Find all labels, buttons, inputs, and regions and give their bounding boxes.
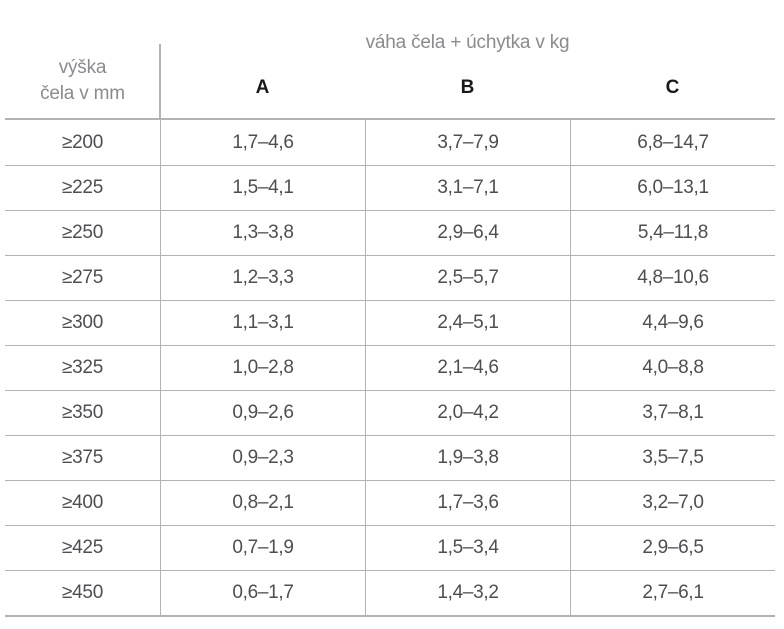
column-header-a: A <box>255 77 270 98</box>
table-row <box>5 165 775 210</box>
value-cell-b: 2,0–4,2 <box>365 391 570 435</box>
value-cell-b: 2,9–6,4 <box>365 211 570 255</box>
table-row <box>5 345 775 390</box>
value-cell-c: 5,4–11,8 <box>570 211 775 255</box>
value-cell-b: 1,9–3,8 <box>365 436 570 480</box>
value-cell-c: 3,2–7,0 <box>570 481 775 525</box>
table-row <box>5 390 775 435</box>
value-cell-c: 6,8–14,7 <box>570 120 775 165</box>
value-cell-b: 3,1–7,1 <box>365 166 570 210</box>
table-header <box>0 0 784 118</box>
row-header-title-line2: čela v mm <box>40 83 125 104</box>
row-header-cell: ≥275 <box>62 267 103 288</box>
header-column-divider <box>159 44 161 118</box>
value-cell-a: 1,0–2,8 <box>160 346 365 390</box>
table-row <box>5 525 775 570</box>
value-cell-b: 3,7–7,9 <box>365 120 570 165</box>
row-header-cell: ≥300 <box>62 312 103 333</box>
value-cell-c: 3,7–8,1 <box>570 391 775 435</box>
table-caption: váha čela + úchytka v kg <box>365 32 570 53</box>
row-header-title <box>5 55 160 107</box>
value-cell-c: 2,9–6,5 <box>570 526 775 570</box>
row-header-cell: ≥425 <box>62 537 103 558</box>
value-cell-b: 2,1–4,6 <box>365 346 570 390</box>
table-row <box>5 435 775 480</box>
table-row <box>5 480 775 525</box>
value-cell-c: 2,7–6,1 <box>570 571 775 615</box>
column-header-c: C <box>665 77 680 98</box>
row-header-cell: ≥400 <box>62 492 103 513</box>
value-cell-c: 4,0–8,8 <box>570 346 775 390</box>
value-cell-c: 3,5–7,5 <box>570 436 775 480</box>
value-cell-a: 1,2–3,3 <box>160 256 365 300</box>
row-header-cell: ≥225 <box>62 177 103 198</box>
value-cell-a: 0,6–1,7 <box>160 571 365 615</box>
value-cell-a: 0,9–2,6 <box>160 391 365 435</box>
table-row <box>5 210 775 255</box>
value-cell-a: 1,1–3,1 <box>160 301 365 345</box>
value-cell-c: 6,0–13,1 <box>570 166 775 210</box>
row-header-cell: ≥450 <box>62 582 103 603</box>
row-header-cell: ≥200 <box>62 131 103 153</box>
row-header-cell: ≥325 <box>62 357 103 378</box>
column-header-b: B <box>460 77 475 98</box>
value-cell-b: 1,5–3,4 <box>365 526 570 570</box>
table-row <box>5 255 775 300</box>
value-cell-a: 1,3–3,8 <box>160 211 365 255</box>
value-cell-b: 1,4–3,2 <box>365 571 570 615</box>
row-header-cell: ≥375 <box>62 447 103 468</box>
value-cell-c: 4,4–9,6 <box>570 301 775 345</box>
value-cell-a: 0,7–1,9 <box>160 526 365 570</box>
value-cell-a: 1,5–4,1 <box>160 166 365 210</box>
row-header-title-line1: výška <box>58 57 107 78</box>
value-cell-b: 1,7–3,6 <box>365 481 570 525</box>
value-cell-a: 1,7–4,6 <box>160 120 365 165</box>
value-cell-a: 0,9–2,3 <box>160 436 365 480</box>
value-cell-b: 2,5–5,7 <box>365 256 570 300</box>
value-cell-a: 0,8–2,1 <box>160 481 365 525</box>
row-header-cell: ≥350 <box>62 402 103 423</box>
table-row <box>5 300 775 345</box>
row-header-cell: ≥250 <box>62 222 103 243</box>
value-cell-b: 2,4–5,1 <box>365 301 570 345</box>
table-row <box>5 120 775 165</box>
table-body <box>5 118 775 617</box>
table-row <box>5 570 775 615</box>
value-cell-c: 4,8–10,6 <box>570 256 775 300</box>
